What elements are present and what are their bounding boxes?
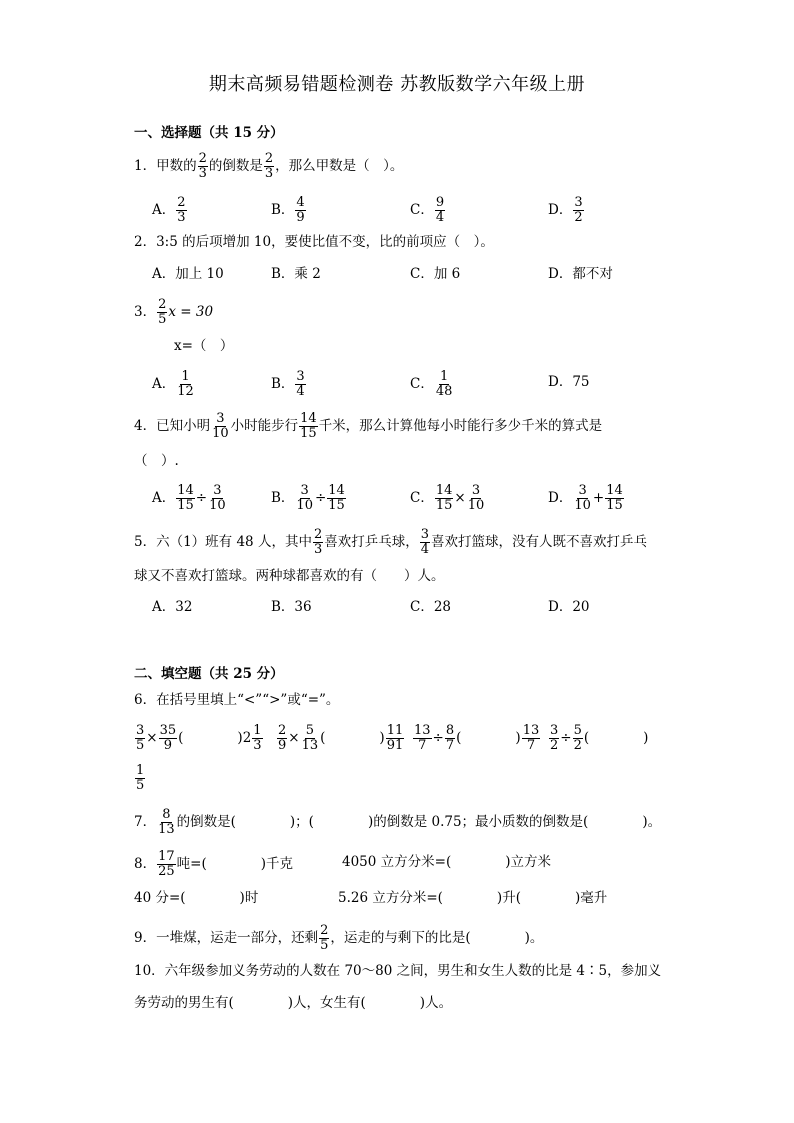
fraction-numerator: 14 xyxy=(300,411,317,426)
fraction xyxy=(208,484,227,513)
q1-text: 1．甲数的 xyxy=(134,158,197,174)
fraction-denominator: 10 xyxy=(212,426,229,441)
fraction-numerator: 8 xyxy=(162,807,171,822)
text-segment: 喜欢打乒乓球， xyxy=(324,534,419,550)
q4-option-c[interactable] xyxy=(410,484,486,513)
fraction xyxy=(605,484,624,513)
fraction xyxy=(319,924,329,953)
fraction-denominator: 5 xyxy=(320,938,329,953)
fraction-numerator: 17 xyxy=(158,849,175,864)
question-5 xyxy=(134,528,647,557)
fraction xyxy=(467,484,486,513)
q1-option-c[interactable] xyxy=(410,196,446,225)
fraction-denominator: 91 xyxy=(386,738,404,753)
fraction-numerator: 2 xyxy=(278,723,287,738)
q6-expr-1 xyxy=(134,724,264,753)
q3-option-d[interactable] xyxy=(548,372,590,392)
fraction-denominator: 13 xyxy=(158,822,175,837)
question-3 xyxy=(134,298,213,327)
fraction-numerator: 14 xyxy=(606,483,623,498)
fraction xyxy=(445,724,455,753)
q5-option-b[interactable]: B．36 xyxy=(271,599,312,615)
q5-line-2: 球又不喜欢打篮球。两种球都喜欢的有（ ）人。 xyxy=(134,568,445,584)
fraction-denominator: 3 xyxy=(198,166,207,181)
q6-expr-4 xyxy=(548,724,648,753)
q8-part-b: 4050 立方分米=( )立方米 xyxy=(342,854,551,870)
answer-blank[interactable]: ( ) xyxy=(456,730,521,746)
fraction-numerator: 1 xyxy=(181,369,190,384)
fraction xyxy=(573,484,592,513)
fraction xyxy=(327,484,346,513)
q4-option-b[interactable] xyxy=(271,484,347,513)
fraction-denominator: 3 xyxy=(313,542,323,557)
q1-option-a[interactable] xyxy=(152,196,188,225)
question-4 xyxy=(134,412,602,441)
fraction-numerator: 14 xyxy=(177,483,194,498)
fraction-numerator: 14 xyxy=(328,483,345,498)
q8-part-c: 40 分=( )时 xyxy=(134,890,259,906)
fraction-numerator: 5 xyxy=(573,723,582,738)
text-segment: ，运走的与剩下的比是( )。 xyxy=(330,930,544,946)
section-heading-choice: 一、选择题（共 15 分） xyxy=(134,125,284,141)
fraction-denominator: 48 xyxy=(435,384,453,399)
q10-line-2: 务劳动的男生有( )人，女生有( )人。 xyxy=(134,995,453,1011)
question-9 xyxy=(134,924,543,953)
text-segment: 喜欢打篮球，没有人既不喜欢打乒乓 xyxy=(431,534,648,550)
fraction-denominator: 10 xyxy=(574,498,591,513)
fraction-numerator: 3 xyxy=(213,483,222,498)
q1-option-b[interactable] xyxy=(271,196,307,225)
q2-option-a[interactable]: A．加上 10 xyxy=(152,266,224,282)
fraction-denominator: 2 xyxy=(573,738,582,753)
text-segment: 75 xyxy=(572,374,590,390)
q6-expr-2 xyxy=(276,724,405,753)
q1-text: 的倒数是 xyxy=(208,158,263,174)
fraction-numerator: 1 xyxy=(136,763,145,778)
text-segment: ÷ xyxy=(314,490,327,506)
text-segment: 千米，那么计算他每小时能行多少千米的算式是 xyxy=(318,418,603,434)
q6-expr-4-rhs xyxy=(134,764,146,793)
fraction-denominator: 15 xyxy=(606,498,623,513)
text-segment: A． xyxy=(152,376,176,392)
fraction-denominator: 13 xyxy=(301,738,319,753)
fraction-numerator: 5 xyxy=(305,723,314,738)
fraction xyxy=(435,484,454,513)
fraction-denominator: 9 xyxy=(296,210,305,225)
text-segment: 9．一堆煤，运走一部分，还剩 xyxy=(134,930,319,946)
fraction xyxy=(157,298,167,327)
fraction-denominator: 15 xyxy=(435,498,453,513)
q2-option-b[interactable]: B．乘 2 xyxy=(271,266,321,282)
fraction-numerator: 2 xyxy=(198,151,207,166)
text-segment: ÷ xyxy=(432,730,444,746)
q3-option-a[interactable] xyxy=(152,370,196,399)
q2-option-c[interactable]: C．加 6 xyxy=(410,266,461,282)
fraction xyxy=(522,724,541,753)
fraction-numerator: 3 xyxy=(578,483,587,498)
fraction-numerator: 3 xyxy=(550,723,559,738)
fraction-numerator: 11 xyxy=(386,723,404,738)
text-segment: A． xyxy=(152,202,176,218)
fraction-numerator: 2 xyxy=(177,195,186,210)
question-8 xyxy=(134,850,293,879)
text-segment: C． xyxy=(410,202,434,218)
text-segment: C． xyxy=(410,376,434,392)
fraction-denominator: 15 xyxy=(177,498,194,513)
fraction-denominator: 5 xyxy=(136,778,145,793)
page-title: 期末高频易错题检测卷 苏教版数学六年级上册 xyxy=(208,74,586,95)
fraction-numerator: 3 xyxy=(216,411,225,426)
text-segment: × xyxy=(454,490,466,506)
fraction-numerator: 9 xyxy=(435,195,445,210)
fraction xyxy=(435,370,454,399)
fraction-numerator: 2 xyxy=(158,297,167,312)
text-segment: B． xyxy=(271,202,295,218)
answer-blank[interactable]: ( ) xyxy=(583,730,649,746)
fraction-numerator: 8 xyxy=(445,723,455,738)
fraction xyxy=(159,724,178,753)
fraction-numerator: 4 xyxy=(296,195,305,210)
fraction xyxy=(264,152,274,181)
text-segment: D． xyxy=(548,374,573,390)
fraction-numerator: 13 xyxy=(414,723,431,738)
q3-answer-line: x=（ ） xyxy=(174,338,234,354)
fraction xyxy=(295,196,305,225)
fraction-denominator: 7 xyxy=(526,738,536,753)
text-segment: 的倒数是( )；( )的倒数是 0.75；最小质数的倒数是( )。 xyxy=(176,814,662,830)
q5-option-a[interactable]: A．32 xyxy=(152,599,193,615)
fraction-denominator: 12 xyxy=(177,384,194,399)
fraction xyxy=(176,484,195,513)
fraction-denominator: 5 xyxy=(136,738,145,753)
fraction-numerator: 3 xyxy=(300,483,309,498)
fraction-numerator: 2 xyxy=(313,527,323,542)
fraction xyxy=(198,152,208,181)
fraction-denominator: 2 xyxy=(550,738,559,753)
fraction xyxy=(549,724,559,753)
text-segment: 4．已知小明 xyxy=(134,418,211,434)
fraction xyxy=(211,412,230,441)
text-segment: × xyxy=(288,730,300,746)
question-10: 10．六年级参加义务劳动的人数在 70～80 之间，男生和女生人数的比是 4∶5，参加义 xyxy=(134,963,662,979)
text-segment: A． xyxy=(152,490,176,506)
q2-option-d[interactable]: D．都不对 xyxy=(548,266,613,282)
fraction-numerator: 1 xyxy=(253,723,262,738)
fraction-numerator: 2 xyxy=(264,151,274,166)
fraction-numerator: 1 xyxy=(439,369,449,384)
question-2: 2．3:5 的后项增加 10，要使比值不变，比的前项应（ ）。 xyxy=(134,234,494,250)
text-segment: 8． xyxy=(134,856,157,872)
text-segment: ÷ xyxy=(195,490,208,506)
section-heading-fill: 二、填空题（共 25 分） xyxy=(134,666,284,682)
q5-option-c[interactable]: C．28 xyxy=(410,599,452,615)
question-1 xyxy=(134,152,403,181)
fraction-denominator: 15 xyxy=(328,498,345,513)
q4-option-a[interactable] xyxy=(152,484,228,513)
fraction-numerator: 14 xyxy=(435,483,453,498)
q8-part-d: 5.26 立方分米=( )升( )毫升 xyxy=(338,890,608,906)
fraction-denominator: 25 xyxy=(158,864,175,879)
fraction-denominator: 9 xyxy=(163,738,172,753)
fraction-denominator: 3 xyxy=(177,210,186,225)
fraction-denominator: 10 xyxy=(209,498,226,513)
fraction xyxy=(295,370,305,399)
fraction-denominator: 4 xyxy=(420,542,430,557)
fraction xyxy=(157,850,176,879)
fraction xyxy=(176,370,195,399)
text-segment: B． xyxy=(271,376,295,392)
equation: x = 30 xyxy=(168,304,214,320)
fraction-denominator: 5 xyxy=(158,312,167,327)
answer-blank[interactable]: ( ) xyxy=(178,730,243,746)
fraction xyxy=(435,196,445,225)
fraction-denominator: 7 xyxy=(418,738,427,753)
text-segment: 小时能步行 xyxy=(230,418,299,434)
fraction-denominator: 10 xyxy=(467,498,485,513)
q4-line-2: （ ）. xyxy=(134,453,179,469)
fraction xyxy=(413,724,432,753)
text-segment: C． xyxy=(410,490,434,506)
q1-text: ，那么甲数是（ ）。 xyxy=(275,158,404,174)
fraction-denominator: 7 xyxy=(445,738,455,753)
question-6: 6．在括号里填上“<”“>”或“=”。 xyxy=(134,692,340,708)
fraction-denominator: 4 xyxy=(435,210,445,225)
fraction xyxy=(313,528,323,557)
text-segment: + xyxy=(592,490,605,506)
fraction xyxy=(135,724,145,753)
fraction-numerator: 35 xyxy=(159,723,177,738)
fraction-numerator: 13 xyxy=(522,723,540,738)
fraction-denominator: 4 xyxy=(296,384,305,399)
text-segment: B． xyxy=(271,490,295,506)
q6-expr-3 xyxy=(412,724,541,753)
q3-option-b[interactable] xyxy=(271,370,307,399)
fraction-denominator: 9 xyxy=(278,738,287,753)
fraction xyxy=(301,724,320,753)
fraction-numerator: 3 xyxy=(471,483,481,498)
fraction xyxy=(295,484,314,513)
text-segment: 7． xyxy=(134,814,157,830)
fraction xyxy=(573,196,583,225)
answer-blank[interactable]: ( ) xyxy=(320,730,385,746)
text-segment: 2 xyxy=(242,730,252,746)
text-segment: ÷ xyxy=(560,730,572,746)
fraction-denominator: 2 xyxy=(574,210,583,225)
fraction xyxy=(573,724,583,753)
fraction xyxy=(299,412,318,441)
text-segment: 5．六（1）班有 48 人，其中 xyxy=(134,534,312,550)
fraction-denominator: 15 xyxy=(300,426,317,441)
text-segment: 3． xyxy=(134,304,157,320)
fraction xyxy=(277,724,287,753)
text-segment: × xyxy=(146,730,158,746)
text-segment: D． xyxy=(548,202,573,218)
q5-option-d[interactable]: D．20 xyxy=(548,599,590,615)
fraction-denominator: 10 xyxy=(296,498,313,513)
fraction-denominator: 3 xyxy=(253,738,262,753)
fraction-denominator: 3 xyxy=(264,166,274,181)
q3-option-c[interactable] xyxy=(410,370,454,399)
fraction xyxy=(252,724,262,753)
text-segment: 吨=( )千克 xyxy=(176,856,293,872)
fraction xyxy=(176,196,186,225)
q1-option-d[interactable] xyxy=(548,196,585,225)
fraction-numerator: 2 xyxy=(320,923,329,938)
text-segment: D． xyxy=(548,490,573,506)
fraction xyxy=(135,764,145,793)
fraction xyxy=(420,528,430,557)
fraction-numerator: 3 xyxy=(420,527,430,542)
fraction xyxy=(157,808,176,837)
q4-option-d[interactable] xyxy=(548,484,625,513)
question-7 xyxy=(134,808,661,837)
fraction-numerator: 3 xyxy=(136,723,145,738)
fraction xyxy=(386,724,405,753)
fraction-numerator: 3 xyxy=(574,195,583,210)
fraction-numerator: 3 xyxy=(296,369,305,384)
